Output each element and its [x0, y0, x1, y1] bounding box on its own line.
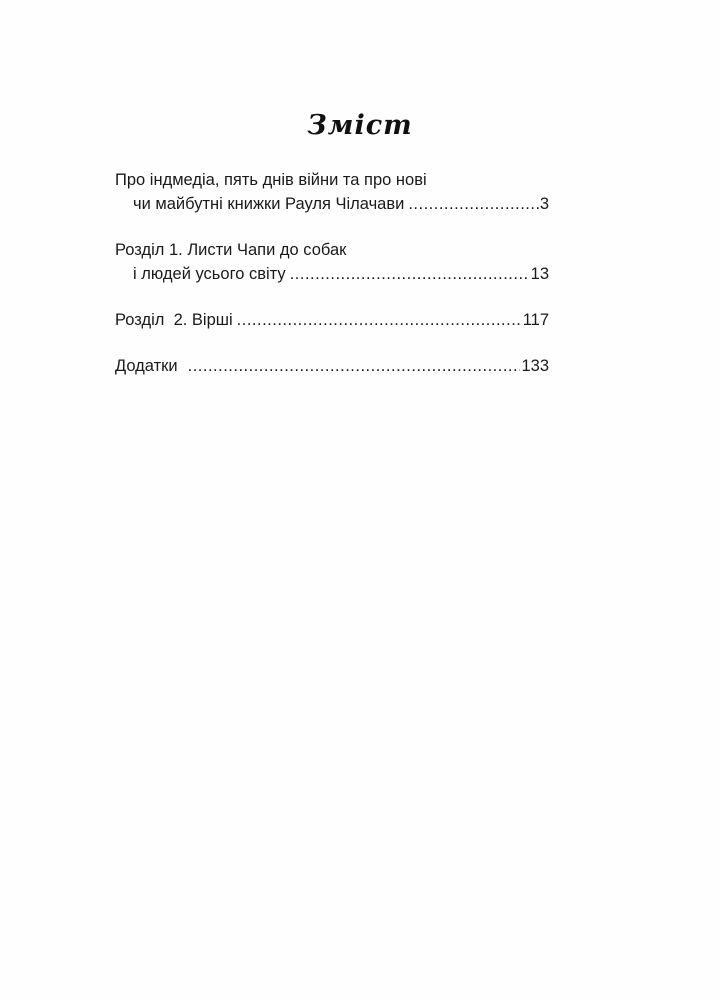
toc-entry-appendices[interactable]: [115, 354, 549, 378]
toc-entry-intro[interactable]: [115, 168, 549, 216]
toc-page-number: 117: [522, 311, 549, 329]
dot-leader: [290, 262, 530, 286]
toc-entry-title-line: Про індмедіа, пять днів війни та про нові: [115, 171, 427, 189]
toc-entry-title-continuation: чи майбутні книжки Рауля Чілачави: [133, 195, 405, 213]
page-title: Зміст: [307, 110, 413, 141]
toc-entry-leader-line: [115, 354, 549, 378]
dot-leader: [408, 192, 538, 216]
toc-entry-leader-line: [115, 262, 549, 286]
toc-entry-chapter-2[interactable]: [115, 308, 549, 332]
toc-page-number: 13: [530, 265, 549, 283]
toc-entry-chapter-1[interactable]: [115, 238, 549, 286]
toc-page-number: 133: [521, 357, 549, 375]
toc-page-number: 3: [539, 195, 549, 213]
toc-entry-title-line: Розділ 1. Листи Чапи до собак: [115, 241, 347, 259]
toc-entry-leader-line: [115, 192, 549, 216]
toc-entry-title-line: Розділ 2. Вірші: [115, 311, 233, 329]
toc-entry-title-line: Додатки: [115, 357, 178, 375]
toc-entry-leader-line: [115, 308, 549, 332]
toc-entry-title-continuation: і людей усього світу: [133, 265, 286, 283]
table-of-contents: [115, 168, 549, 400]
dot-leader: [237, 308, 522, 332]
dot-leader: [188, 354, 521, 378]
